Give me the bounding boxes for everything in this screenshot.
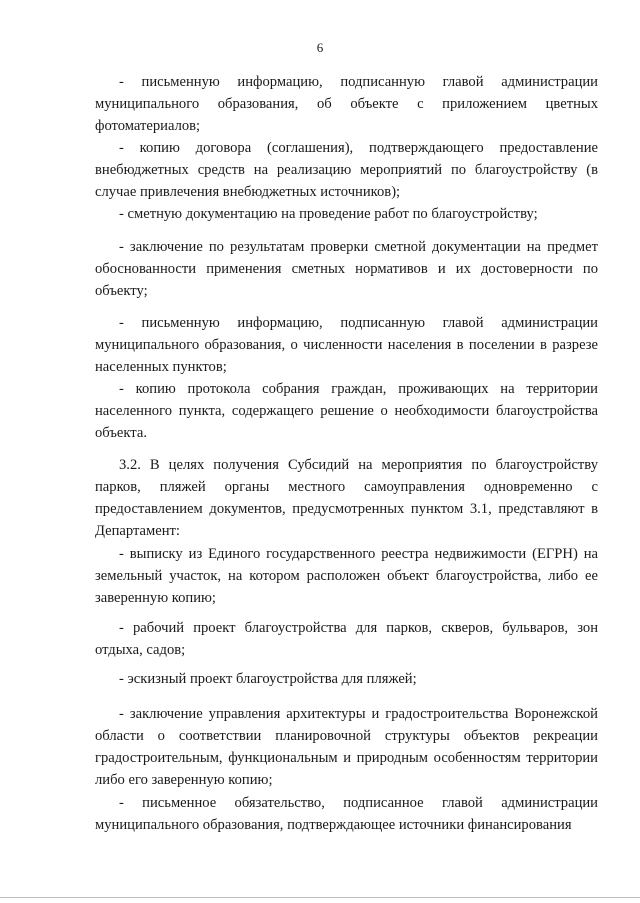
paragraph-architecture-conclusion: - заключение управления архитектуры и градостроительства Воронежской области о соответствии планировочной структуры объектов рекреации градостроительным, функциональным и природным особенностям территории либо его заверенную копию; [95,706,598,788]
paragraph-parks-project: - рабочий проект благоустройства для парков, скверов, бульваров, зон отдыха, садов; [95,620,598,658]
paragraph-written-info-photos: - письменную информацию, подписанную главой администрации муниципального образования, об объекте с приложением цветных фотоматериалов; [95,74,598,134]
paragraph-contract-copy: - копию договора (соглашения), подтверждающего предоставление внебюджетных средств на реализацию мероприятий по благоустройству (в случае привлечения внебюджетных источников); [95,140,598,200]
paragraph-population-info: - письменную информацию, подписанную главой администрации муниципального образования, о численности населения в поселении в разрезе населенных пунктов; [95,315,598,375]
paragraph-section-3-2: 3.2. В целях получения Субсидий на мероприятия по благоустройству парков, пляжей органы местного самоуправления одновременно с предоставлением документов, предусмотренных пунктом 3.1, представляют в Департамент: [95,457,598,539]
paragraph-estimate-review: - заключение по результатам проверки сметной документации на предмет обоснованности применения сметных нормативов и их достоверности по объекту; [95,239,598,299]
page-bottom-divider [0,897,640,898]
paragraph-beach-sketch: - эскизный проект благоустройства для пляжей; [119,671,417,687]
paragraph-meeting-protocol: - копию протокола собрания граждан, проживающих на территории населенного пункта, содержащего решение о необходимости благоустройства объекта. [95,381,598,441]
paragraph-written-obligation: - письменное обязательство, подписанное главой администрации муниципального образования, подтверждающее источники финансирования [95,795,598,833]
paragraph-egrn-extract: - выписку из Единого государственного реестра недвижимости (ЕГРН) на земельный участок, на котором расположен объект благоустройства, либо ее заверенную копию; [95,546,598,606]
page-number: 6 [316,40,324,55]
paragraph-estimate-docs: - сметную документацию на проведение работ по благоустройству; [119,206,538,222]
